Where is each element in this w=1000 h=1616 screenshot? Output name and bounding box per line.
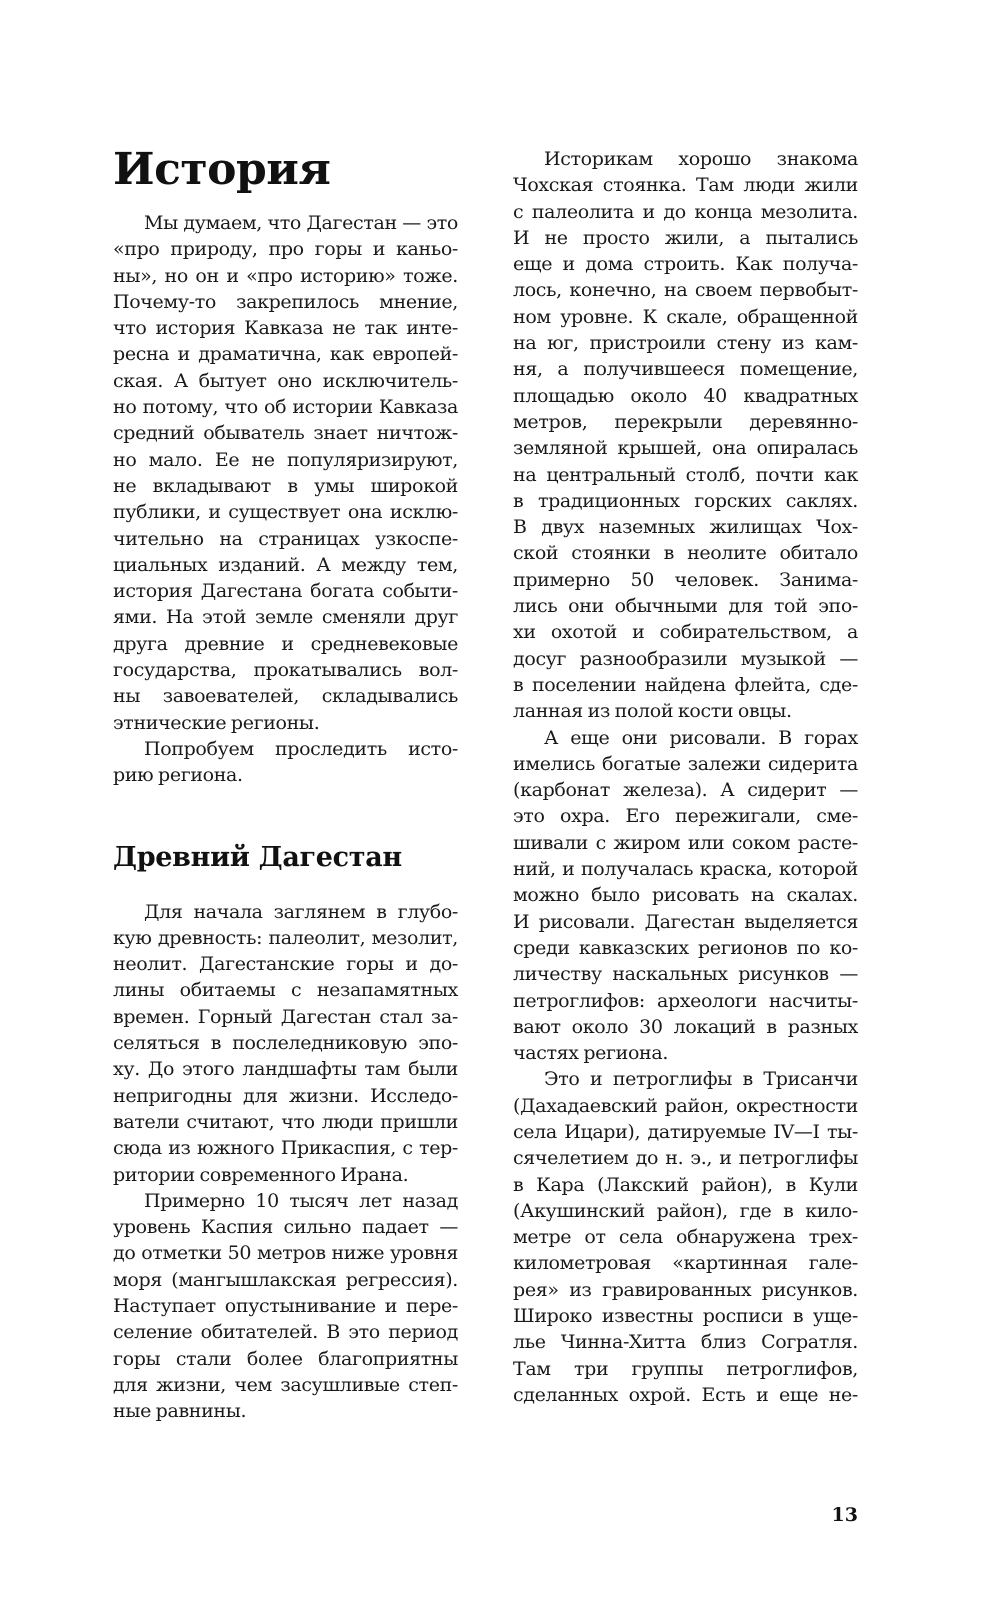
text-line: ритории современного Ирана. [113,1163,409,1186]
text-line: до отметки 50 метров ниже уровня [113,1242,458,1265]
text-line: государства, прокатывались вол- [113,659,458,682]
intro-text [113,210,458,789]
text-line: для жизни, чем засушливые степ- [113,1373,458,1396]
text-line: ская. А бытует оно исключитель- [113,369,458,392]
paragraph [113,210,458,736]
text-line: в поселении найдена флейта, сде- [513,673,858,696]
text-line: селяться в послеледниковую эпо- [113,1032,458,1055]
text-line: (Акушинский район), где в кило- [513,1199,858,1222]
text-line: в традиционных горских саклях. [513,489,858,512]
text-line: Наступает опустынивание и пере- [113,1294,458,1317]
text-line: имелись богатые залежи сидерита [513,752,858,775]
text-line: ны», но он и «про историю» тоже. [113,264,458,287]
text-line: Примерно 10 тысяч лет назад [144,1189,458,1212]
text-line: площадью около 40 квадратных [513,384,858,407]
text-line: ватели считают, что люди пришли [113,1110,458,1133]
left-column [113,140,458,1424]
text-line: селение обитателей. В это период [113,1321,458,1344]
text-line: (Дахадаевский район, окрестности [513,1094,858,1117]
text-line: циальных изданий. А между тем, [113,553,458,576]
text-line: Попробуем проследить исто- [144,737,458,760]
text-line: ний, и получалась краска, которой [513,858,858,881]
text-line: ресна и драматична, как европей- [113,343,458,366]
text-line: рея» из гравированных рисунков. [513,1278,858,1301]
text-line: неолит. Дагестанские горы и до- [113,953,458,976]
text-line: Мы думаем, что Дагестан — это [144,212,458,234]
text-line: сюда из южного Прикаспия, с тер- [113,1137,458,1160]
text-line: шивали с жиром или соком расте- [513,831,858,854]
text-line: лись они обычными для той эпо- [513,595,858,618]
text-line: Это и петроглифы в Трисанчи [544,1068,858,1091]
paragraph [113,899,458,1188]
text-line: Чохская стоянка. Там люди жили [513,174,858,197]
text-line: ны завоевателей, складывались [113,685,458,708]
text-line: рию региона. [113,764,243,787]
chapter-title: История [113,144,331,195]
text-line: это охра. Его пережигали, сме- [513,805,858,828]
text-line: вают около 30 локаций в разных [513,1015,858,1038]
text-line: история Дагестана богата событи- [113,580,458,603]
text-line: чительно на страницах узкоспе- [113,527,458,550]
text-line: ской стоянки в неолите обитало [513,542,858,565]
text-line: не вкладывают в умы широкой [113,474,458,497]
text-line: можно было рисовать на скалах. [513,884,858,907]
text-line: метре от села обнаружена трех- [513,1226,858,1249]
text-line: досуг разнообразили музыкой — [513,647,858,670]
text-line: в Кара (Лакский район), в Кули [513,1173,858,1196]
text-line: моря (мангышлакская регрессия). [113,1268,458,1291]
text-line: еще и дома строить. Как получа- [513,253,858,276]
text-line: В двух наземных жилищах Чох- [513,516,858,539]
text-line: И рисовали. Дагестан выделяется [513,910,858,933]
page-number: 13 [831,1504,858,1526]
right-column [513,146,858,1408]
text-line: петроглифов: археологи насчиты- [513,989,858,1012]
text-line: Для начала заглянем в глубо- [144,900,458,923]
text-line: Широко известны росписи в уще- [513,1305,858,1328]
paragraph [113,1188,458,1425]
paragraph [513,725,858,1067]
text-line: средний обыватель знает ничтож- [113,422,458,445]
text-line: на центральный столб, почти как [513,463,858,486]
text-line: среди кавказских регионов по ко- [513,936,858,959]
section-title: Древний Дагестан [113,841,402,873]
text-line: сделанных охрой. Есть и еще не- [513,1383,858,1406]
text-line: «про природу, про горы и каньо- [113,238,458,261]
text-line: километровая «картинная гале- [513,1252,858,1275]
text-line: этнические регионы. [113,711,320,734]
text-line: но потому, что об истории Кавказа [113,396,458,419]
right-column-text [513,146,858,1408]
text-line: что история Кавказа не так инте- [113,317,458,340]
text-line: с палеолита и до конца мезолита. [513,200,858,223]
text-line: (карбонат железа). А сидерит — [513,779,858,802]
text-line: горы стали более благоприятны [113,1347,458,1370]
text-line: ланная из полой кости овцы. [513,700,792,723]
text-line: ном уровне. К скале, обращенной [513,305,858,328]
text-line: времен. Горный Дагестан стал за- [113,1005,458,1028]
text-line: кую древность: палеолит, мезолит, [113,926,458,949]
paragraph [113,736,458,789]
text-line: личеству наскальных рисунков — [513,963,858,986]
text-line: хи охотой и собирательством, а [513,621,858,644]
text-line: ями. На этой земле сменяли друг [113,606,458,629]
text-line: ху. До этого ландшафты там были [113,1058,458,1081]
paragraph [513,1066,858,1408]
text-line: публики, и существует она исклю- [113,501,458,524]
text-line: земляной крышей, она опиралась [513,437,858,460]
text-line: Почему-то закрепилось мнение, [113,290,458,313]
text-line: А еще они рисовали. В горах [544,726,858,749]
text-line: метров, перекрыли деревянно- [513,410,858,433]
text-line: на юг, пристроили стену из кам- [513,332,858,355]
text-line: села Ицари), датируемые IV—I ты- [513,1120,858,1143]
text-line: но мало. Ее не популяризируют, [113,448,458,471]
text-line: частях региона. [513,1042,669,1065]
text-line: ня, а получившееся помещение, [513,358,858,381]
text-line: сячелетием до н. э., и петроглифы [513,1147,858,1170]
text-line: лось, конечно, на своем первобыт- [513,279,858,302]
text-line: И не просто жили, а пытались [513,226,858,249]
text-line: лье Чинна-Хитта близ Согратля. [513,1331,858,1354]
text-line: Историкам хорошо знакома [544,148,858,170]
text-line: примерно 50 человек. Занима- [513,568,858,591]
text-line: Там три группы петроглифов, [513,1357,858,1380]
text-line: непригодны для жизни. Исследо- [113,1084,458,1107]
section-text [113,899,458,1425]
text-line: ные равнины. [113,1400,247,1423]
text-line: уровень Каспия сильно падает — [113,1216,458,1239]
text-line: лины обитаемы с незапамятных [113,979,458,1002]
text-line: друга древние и средневековые [113,632,458,655]
paragraph [513,146,858,725]
